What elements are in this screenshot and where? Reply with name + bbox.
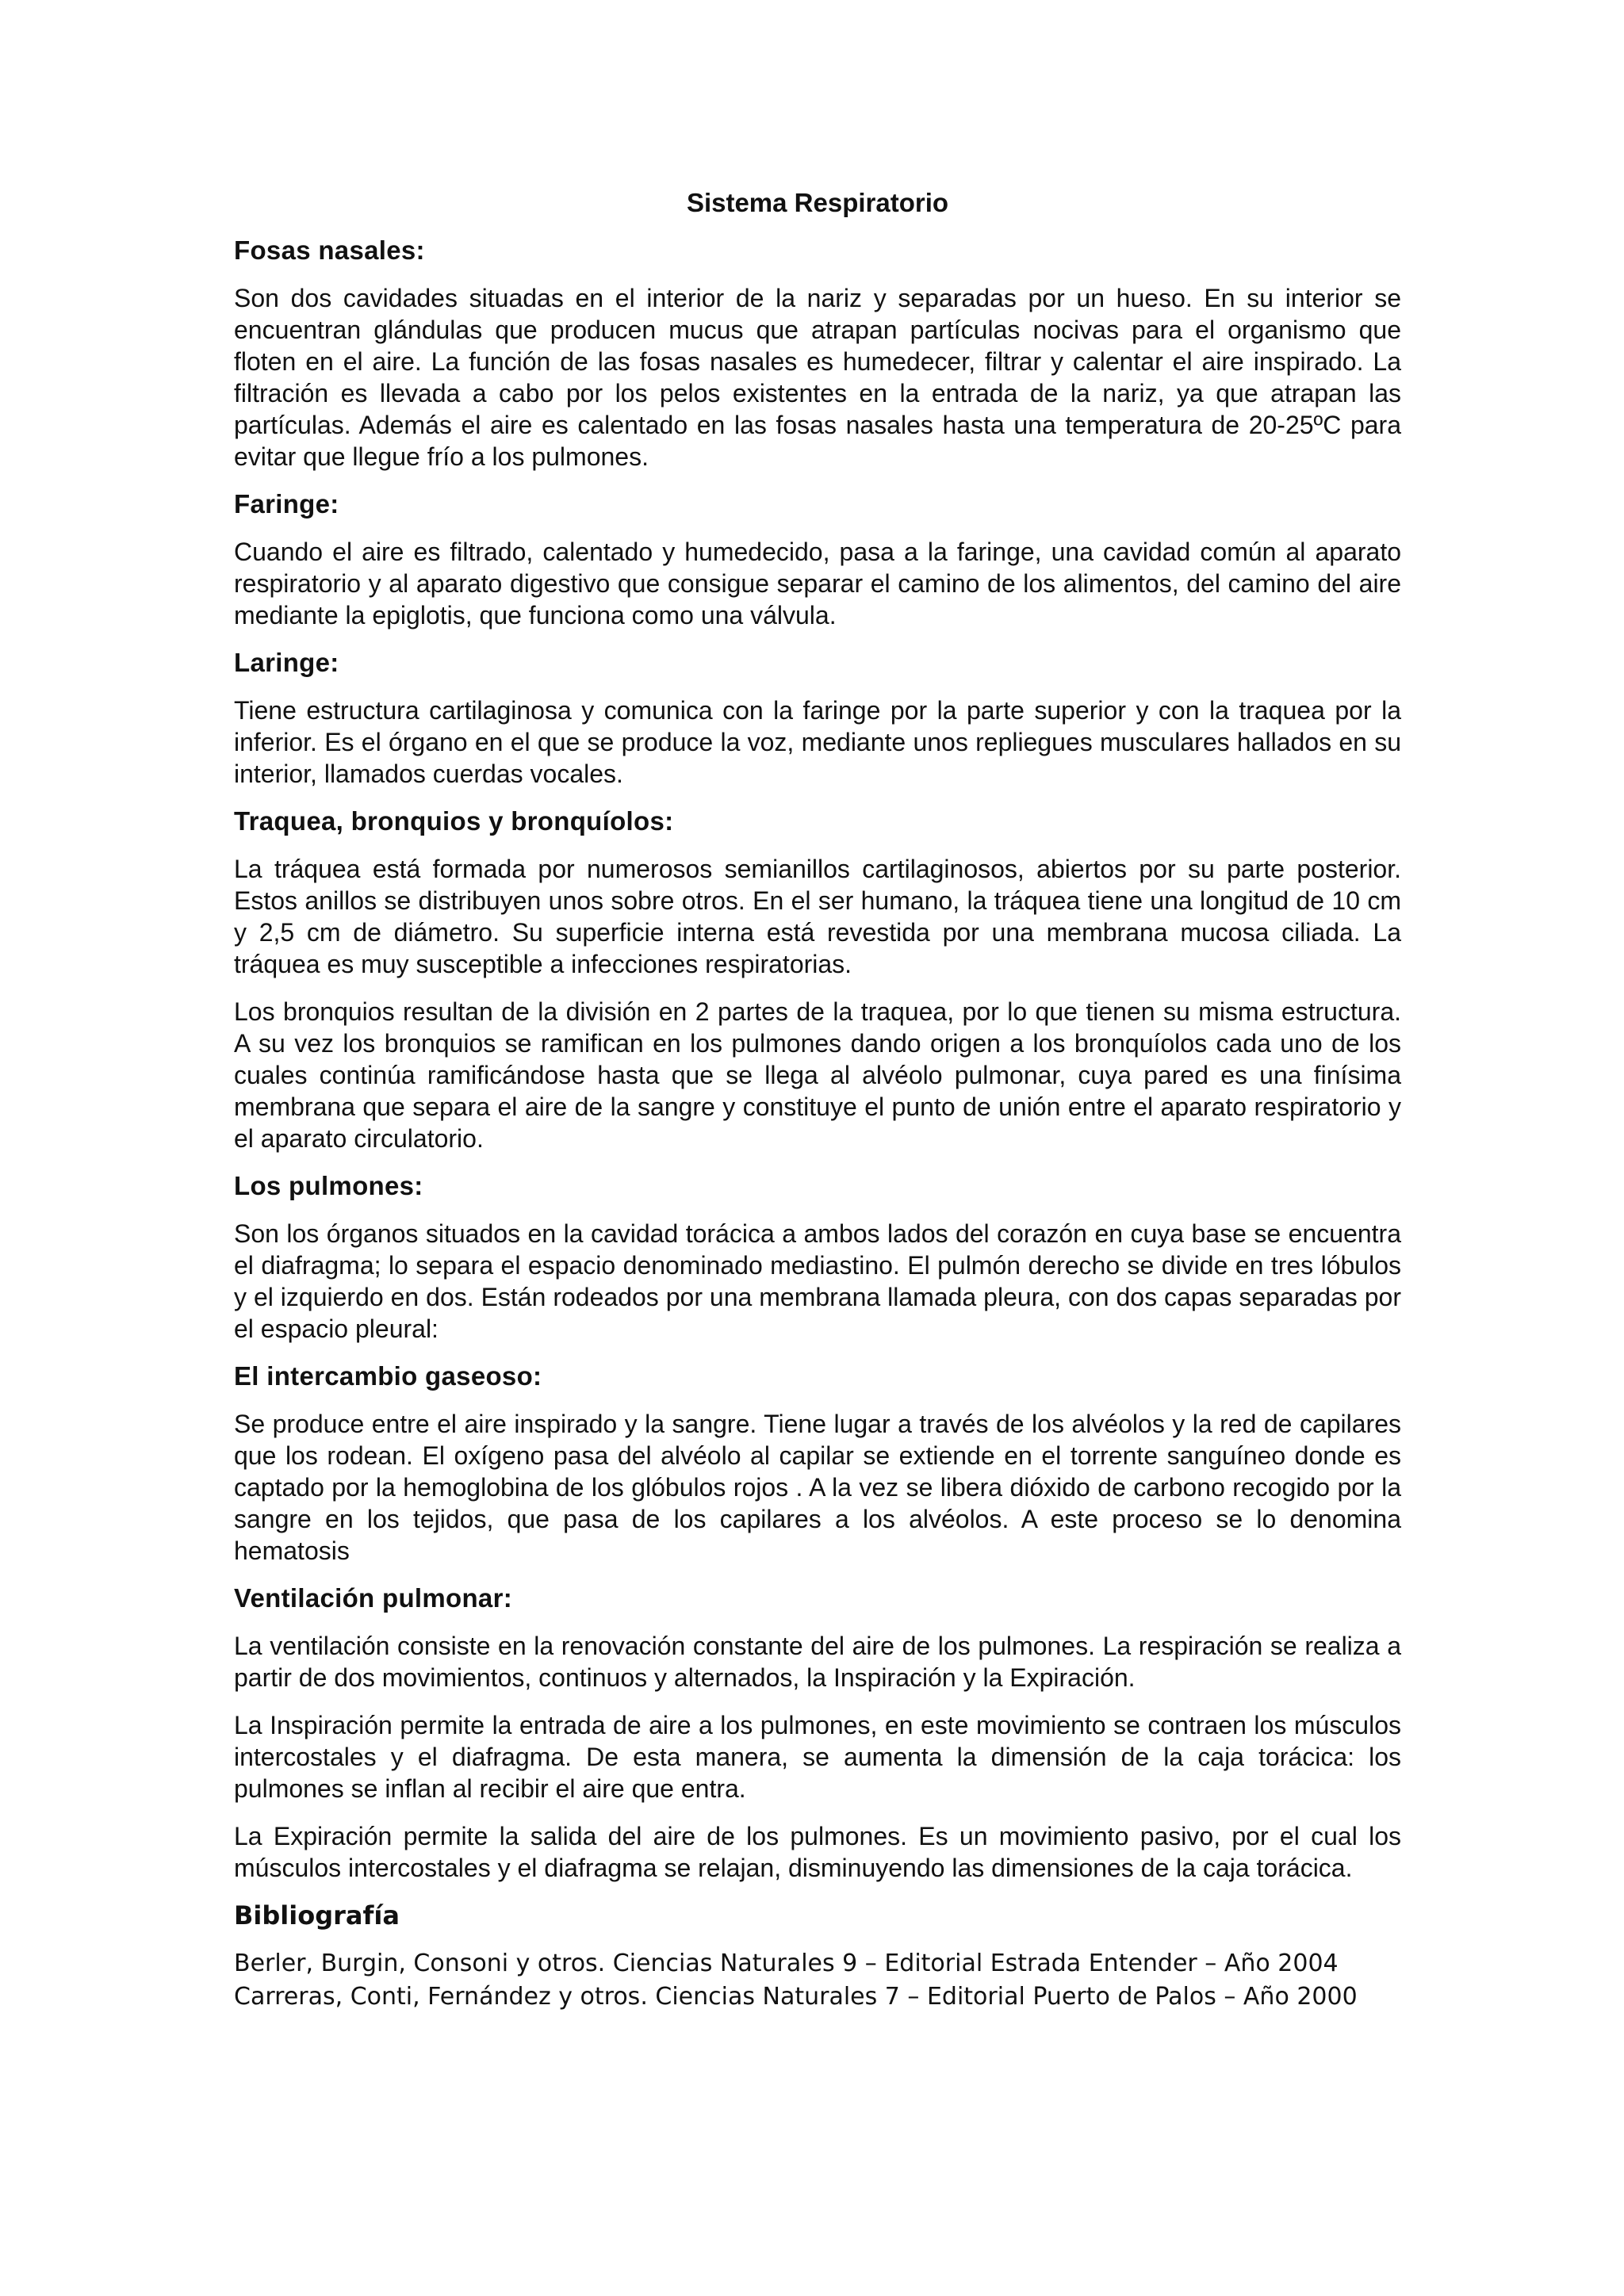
bibliography-entry: Berler, Burgin, Consoni y otros. Ciencias Naturales 9 – Editorial Estrada Entender – Año 2004 <box>234 1950 1339 1977</box>
document-page <box>234 187 1401 2014</box>
section-heading-intercambio-gaseoso: El intercambio gaseoso: <box>234 1361 542 1391</box>
bibliography-entry: Carreras, Conti, Fernández y otros. Ciencias Naturales 7 – Editorial Puerto de Palos – Año 2000 <box>234 1983 1358 2011</box>
section-heading-traquea: Traquea, bronquios y bronquíolos: <box>234 806 674 836</box>
paragraph-faringe: Cuando el aire es filtrado, calentado y humedecido, pasa a la faringe, una cavidad común al aparato respiratorio y al aparato digestivo que consigue separar el camino de los alimentos, del camino del aire mediante la epiglotis, que funciona como una válvula. <box>234 538 1401 629</box>
paragraph-expiracion: La Expiración permite la salida del aire de los pulmones. Es un movimiento pasivo, por el cual los músculos intercostales y el diafragma se relajan, disminuyendo las dimensiones de la caja torácica. <box>234 1822 1401 1882</box>
section-heading-ventilacion: Ventilación pulmonar: <box>234 1583 513 1613</box>
section-heading-laringe: Laringe: <box>234 648 339 677</box>
paragraph-bronquios: Los bronquios resultan de la división en 2 partes de la traquea, por lo que tienen su misma estructura. A su vez los bronquios se ramifican en los pulmones dando origen a los bronquíolos cada uno de los cuales continúa ramificándose hasta que se llega al alvéolo pulmonar, cuya pared es una finísima membrana que separa el aire de la sangre y constituye el punto de unión entre el aparato respiratorio y el aparato circulatorio. <box>234 997 1401 1153</box>
paragraph-intercambio-gaseoso: Se produce entre el aire inspirado y la sangre. Tiene lugar a través de los alvéolos y la red de capilares que los rodean. El oxígeno pasa del alvéolo al capilar se extiende en el torrente sanguíneo donde es captado por la hemoglobina de los glóbulos rojos . A la vez se libera dióxido de carbono recogido por la sangre en los tejidos, que pasa de los capilares a los alvéolos. A este proceso se lo denomina hematosis <box>234 1410 1401 1565</box>
paragraph-inspiracion: La Inspiración permite la entrada de aire a los pulmones, en este movimiento se contraen los músculos intercostales y el diafragma. De esta manera, se aumenta la dimensión de la caja torácica: los pulmones se inflan al recibir el aire que entra. <box>234 1711 1401 1803</box>
paragraph-laringe: Tiene estructura cartilaginosa y comunica con la faringe por la parte superior y con la traquea por la inferior. Es el órgano en el que se produce la voz, mediante unos repliegues musculares hallados en su interior, llamados cuerdas vocales. <box>234 696 1401 788</box>
bibliography-heading: Bibliografía <box>234 1900 400 1931</box>
section-heading-fosas-nasales: Fosas nasales: <box>234 235 425 265</box>
paragraph-traquea: La tráquea está formada por numerosos semianillos cartilaginosos, abiertos por su parte posterior. Estos anillos se distribuyen unos sobre otros. En el ser humano, la tráquea tiene una longitud de 10 cm y 2,5 cm de diámetro. Su superficie interna está revestida por una membrana mucosa ciliada. La tráquea es muy susceptible a infecciones respiratorias. <box>234 855 1401 978</box>
paragraph-pulmones: Son los órganos situados en la cavidad torácica a ambos lados del corazón en cuya base se encuentra el diafragma; lo separa el espacio denominado mediastino. El pulmón derecho se divide en tres lóbulos y el izquierdo en dos. Están rodeados por una membrana llamada pleura, con dos capas separadas por el espacio pleural: <box>234 1219 1401 1343</box>
page-title: Sistema Respiratorio <box>686 188 949 217</box>
paragraph-fosas-nasales: Son dos cavidades situadas en el interior de la nariz y separadas por un hueso. En su interior se encuentran glándulas que producen mucus que atrapan partículas nocivas para el organismo que floten en el aire. La función de las fosas nasales es humedecer, filtrar y calentar el aire inspirado. La filtración es llevada a cabo por los pelos existentes en la entrada de la nariz, ya que atrapan las partículas. Además el aire es calentado en las fosas nasales hasta una temperatura de 20-25ºC para evitar que llegue frío a los pulmones. <box>234 284 1401 471</box>
section-heading-faringe: Faringe: <box>234 489 339 519</box>
section-heading-pulmones: Los pulmones: <box>234 1171 423 1200</box>
paragraph-ventilacion: La ventilación consiste en la renovación constante del aire de los pulmones. La respiración se realiza a partir de dos movimientos, continuos y alternados, la Inspiración y la Expiración. <box>234 1632 1401 1692</box>
